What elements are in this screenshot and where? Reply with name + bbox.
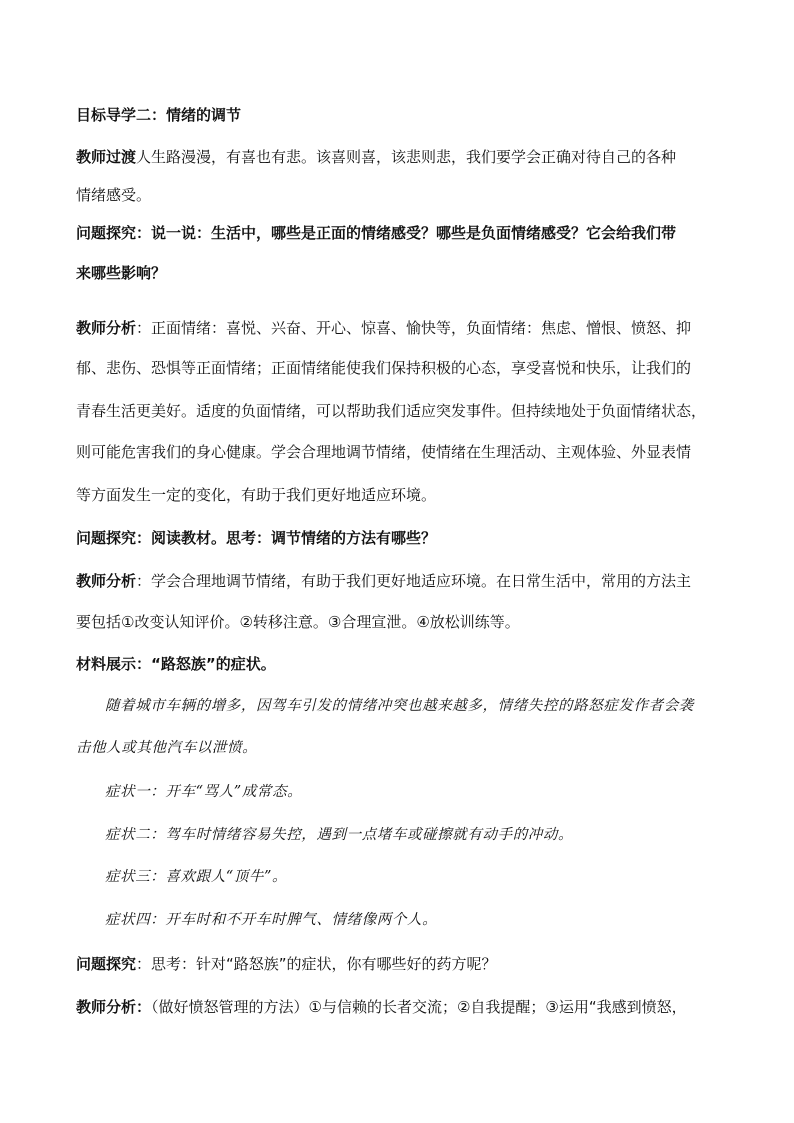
transition-text-1: 人生路漫漫，有喜也有悲。该喜则喜，该悲则悲，我们要学会正确对待自己的各种 [136,148,677,166]
analysis1-line-5: 等方面发生一定的变化，有助于我们更好地适应环境。 [76,486,437,504]
question3-label: 问题探究 [76,955,137,973]
transition-line-1 [76,146,730,168]
analysis1-line-3: 青春生活更美好。适度的负面情绪，可以帮助我们适应突发事件。但持续地处于负面情绪状态， [76,402,707,420]
material-paragraph-line-1: 随着城市车辆的增多，因驾车引发的情绪冲突也越来越多，情绪失控的路怒症发作者会袭 [105,698,694,714]
material-heading: 材料展示：“路怒族”的症状。 [76,655,276,673]
analysis3-line-1 [76,996,730,1018]
section-heading: 目标导学二：情绪的调节 [76,106,242,124]
symptom-1: 症状一：开车“骂人”成常态。 [105,784,303,800]
analysis1-label: 教师分析 [76,319,137,337]
question2-line-1: 问题探究：阅读教材。思考：调节情绪的方法有哪些？ [76,529,437,547]
symptom-3: 症状三：喜欢跟人“顶牛”。 [105,869,288,885]
analysis2-text-1: ：学会合理地调节情绪，有助于我们更好地适应环境。在日常生活中，常用的方法主 [136,572,692,590]
analysis3-text: （做好愤怒管理的方法）①与信赖的长者交流；②自我提醒；③运用“我感到愤怒， [151,998,687,1016]
symptom-2: 症状二：驾车时情绪容易失控，遇到一点堵车或碰擦就有动手的冲动。 [105,827,574,843]
analysis1-line-4: 则可能危害我们的身心健康。学会合理地调节情绪，使情绪在生理活动、主观体验、外显表情 [76,443,692,461]
transition-line-2: 情绪感受。 [76,186,152,204]
analysis1-text-1: ：正面情绪：喜悦、兴奋、开心、惊喜、愉快等，负面情绪：焦虑、憎恨、愤怒、抑 [136,319,692,337]
question1-line-1: 问题探究：说一说：生活中，哪些是正面的情绪感受？哪些是负面情绪感受？它会给我们带 [76,224,677,242]
question3-line-1 [76,953,730,975]
question3-text: ：思考：针对“路怒族”的症状，你有哪些好的药方呢？ [136,955,497,973]
analysis2-label: 教师分析 [76,572,137,590]
analysis1-line-2: 郁、悲伤、恐惧等正面情绪；正面情绪能使我们保持积极的心态，享受喜悦和快乐，让我们的 [76,359,692,377]
analysis2-line-1 [76,570,730,592]
analysis2-line-2: 要包括①改变认知评价。②转移注意。③合理宣泄。④放松训练等。 [76,613,520,631]
question1-line-2: 来哪些影响？ [76,264,167,282]
symptom-4: 症状四：开车时和不开车时脾气、情绪像两个人。 [105,912,438,928]
analysis3-label: 教师分析： [76,998,152,1016]
material-paragraph-line-2: 击他人或其他汽车以泄愤。 [76,740,258,756]
transition-label: 教师过渡 [76,148,137,166]
analysis1-line-1 [76,317,730,339]
